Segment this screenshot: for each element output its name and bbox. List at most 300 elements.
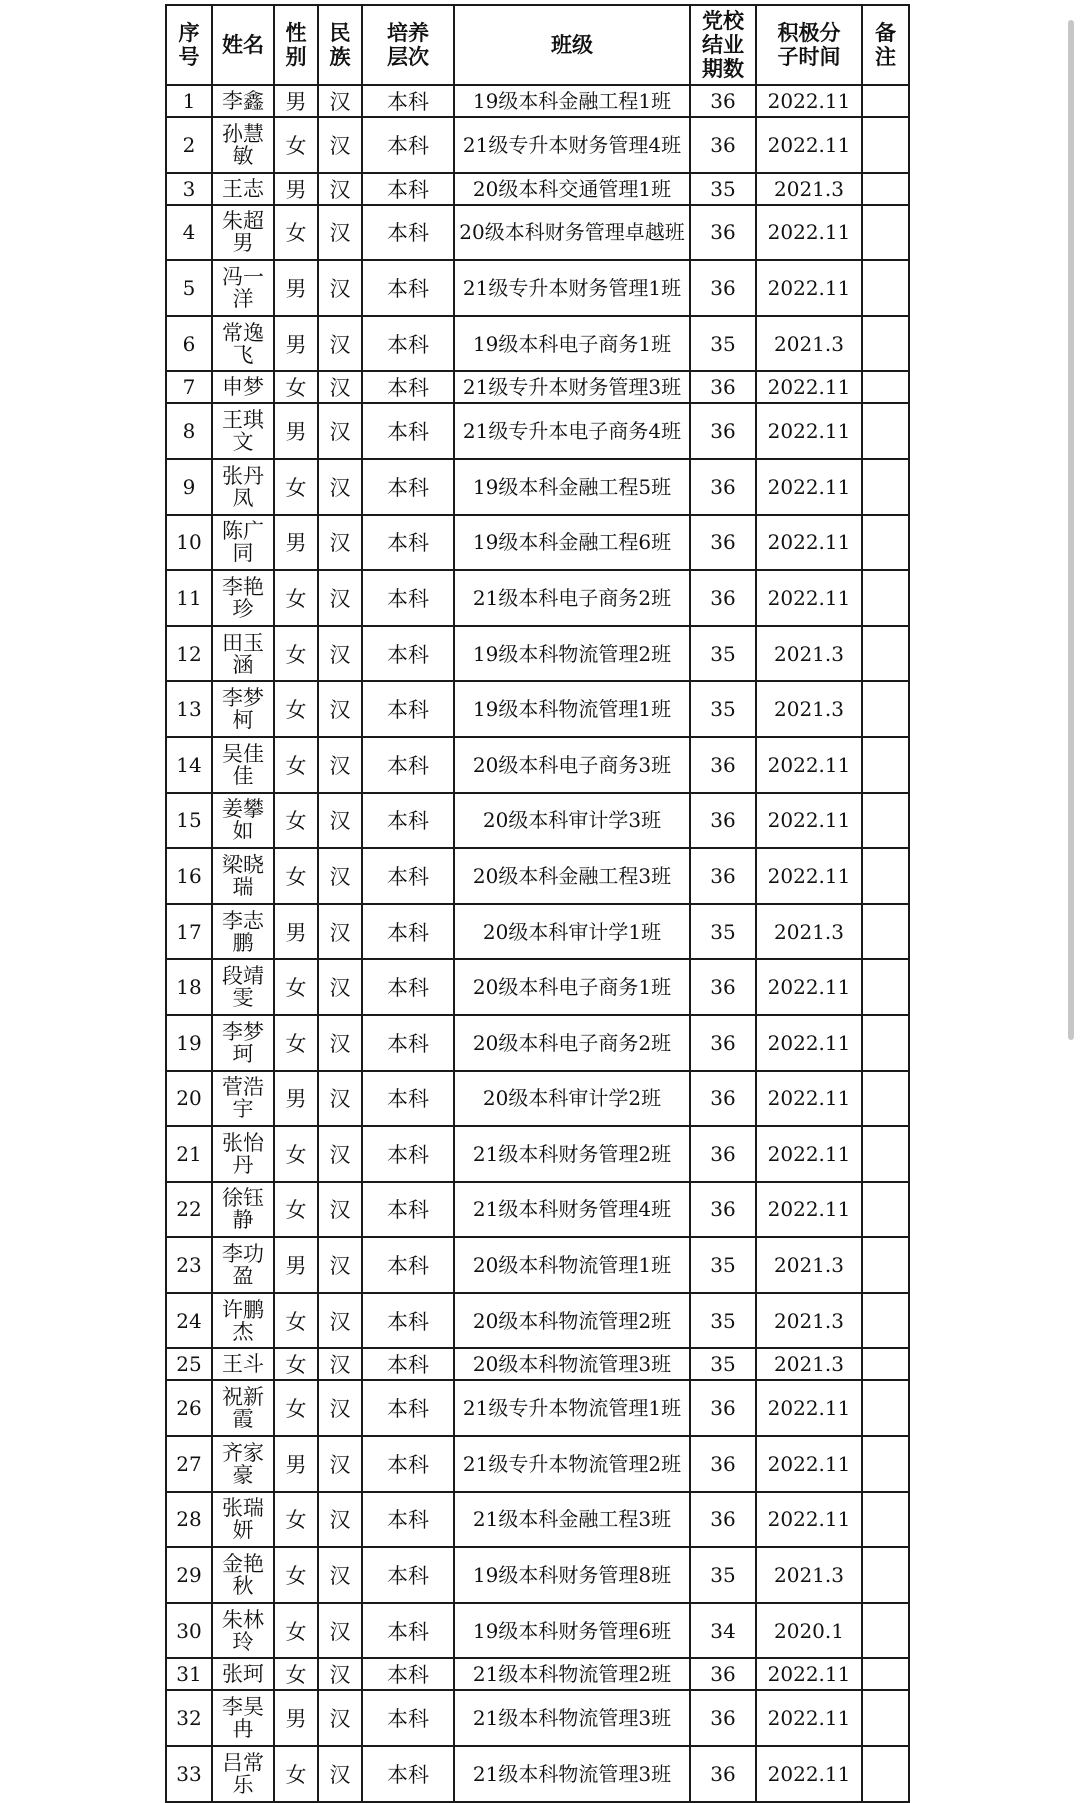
cell-ethnicity: 汉: [318, 959, 362, 1015]
header-time: 积极分子时间: [756, 5, 862, 85]
cell-seq: 5: [166, 260, 212, 316]
cell-note: [862, 626, 909, 682]
cell-time: 2021.3: [756, 1547, 862, 1603]
header-gender: 性别: [274, 5, 318, 85]
cell-note: [862, 515, 909, 571]
cell-time: 2022.11: [756, 1182, 862, 1238]
cell-session: 35: [690, 681, 756, 737]
cell-seq: 18: [166, 959, 212, 1015]
cell-name: 张瑞妍: [212, 1492, 274, 1548]
table-row: [166, 459, 909, 515]
header-row: [166, 5, 909, 85]
cell-gender: 女: [274, 371, 318, 403]
cell-gender: 男: [274, 1237, 318, 1293]
cell-class: 21级本科物流管理3班: [454, 1746, 690, 1802]
cell-class: 21级专升本财务管理1班: [454, 260, 690, 316]
cell-level: 本科: [362, 316, 454, 372]
cell-level: 本科: [362, 626, 454, 682]
cell-ethnicity: 汉: [318, 1293, 362, 1349]
cell-session: 36: [690, 848, 756, 904]
cell-class: 20级本科物流管理2班: [454, 1293, 690, 1349]
cell-seq: 12: [166, 626, 212, 682]
scrollbar[interactable]: [1068, 20, 1074, 1040]
cell-seq: 9: [166, 459, 212, 515]
cell-session: 36: [690, 117, 756, 173]
cell-note: [862, 1547, 909, 1603]
cell-note: [862, 260, 909, 316]
cell-level: 本科: [362, 85, 454, 117]
cell-ethnicity: 汉: [318, 403, 362, 459]
cell-gender: 女: [274, 626, 318, 682]
cell-ethnicity: 汉: [318, 904, 362, 960]
cell-time: 2021.3: [756, 1293, 862, 1349]
cell-name: 王志: [212, 173, 274, 205]
cell-note: [862, 959, 909, 1015]
cell-seq: 16: [166, 848, 212, 904]
cell-note: [862, 1293, 909, 1349]
cell-time: 2022.11: [756, 260, 862, 316]
cell-class: 21级专升本财务管理4班: [454, 117, 690, 173]
cell-note: [862, 1492, 909, 1548]
cell-seq: 20: [166, 1071, 212, 1127]
cell-name: 王琪文: [212, 403, 274, 459]
cell-ethnicity: 汉: [318, 1492, 362, 1548]
cell-name: 张怡丹: [212, 1126, 274, 1182]
cell-seq: 11: [166, 570, 212, 626]
cell-gender: 女: [274, 1746, 318, 1802]
cell-note: [862, 848, 909, 904]
cell-level: 本科: [362, 1237, 454, 1293]
cell-class: 19级本科金融工程6班: [454, 515, 690, 571]
cell-name: 朱超男: [212, 205, 274, 261]
cell-class: 19级本科物流管理1班: [454, 681, 690, 737]
cell-gender: 女: [274, 117, 318, 173]
cell-seq: 1: [166, 85, 212, 117]
member-table: [165, 4, 910, 1803]
table-row: [166, 1071, 909, 1127]
cell-seq: 30: [166, 1603, 212, 1659]
cell-gender: 男: [274, 316, 318, 372]
table-row: [166, 904, 909, 960]
cell-level: 本科: [362, 793, 454, 849]
cell-note: [862, 1436, 909, 1492]
cell-gender: 女: [274, 737, 318, 793]
cell-ethnicity: 汉: [318, 1658, 362, 1690]
table-row: [166, 1746, 909, 1802]
cell-session: 36: [690, 260, 756, 316]
cell-seq: 31: [166, 1658, 212, 1690]
table-row: [166, 1348, 909, 1380]
cell-session: 36: [690, 403, 756, 459]
cell-class: 20级本科审计学1班: [454, 904, 690, 960]
cell-level: 本科: [362, 1293, 454, 1349]
cell-gender: 女: [274, 1293, 318, 1349]
cell-session: 35: [690, 904, 756, 960]
cell-ethnicity: 汉: [318, 173, 362, 205]
cell-level: 本科: [362, 403, 454, 459]
cell-gender: 女: [274, 959, 318, 1015]
cell-session: 36: [690, 1436, 756, 1492]
cell-seq: 17: [166, 904, 212, 960]
cell-note: [862, 1658, 909, 1690]
cell-name: 陈广同: [212, 515, 274, 571]
cell-session: 36: [690, 1380, 756, 1436]
cell-class: 20级本科物流管理1班: [454, 1237, 690, 1293]
cell-ethnicity: 汉: [318, 1746, 362, 1802]
cell-gender: 女: [274, 1492, 318, 1548]
cell-seq: 14: [166, 737, 212, 793]
cell-ethnicity: 汉: [318, 848, 362, 904]
table-row: [166, 570, 909, 626]
cell-session: 35: [690, 1547, 756, 1603]
cell-class: 20级本科电子商务2班: [454, 1015, 690, 1071]
cell-level: 本科: [362, 205, 454, 261]
cell-note: [862, 1015, 909, 1071]
cell-gender: 男: [274, 173, 318, 205]
table-row: [166, 316, 909, 372]
cell-session: 36: [690, 793, 756, 849]
cell-time: 2022.11: [756, 1380, 862, 1436]
table-row: [166, 1380, 909, 1436]
cell-level: 本科: [362, 1746, 454, 1802]
cell-gender: 女: [274, 1603, 318, 1659]
cell-ethnicity: 汉: [318, 459, 362, 515]
cell-class: 20级本科财务管理卓越班: [454, 205, 690, 261]
cell-note: [862, 403, 909, 459]
cell-time: 2022.11: [756, 737, 862, 793]
cell-ethnicity: 汉: [318, 316, 362, 372]
cell-session: 34: [690, 1603, 756, 1659]
cell-seq: 15: [166, 793, 212, 849]
cell-ethnicity: 汉: [318, 1547, 362, 1603]
cell-time: 2020.1: [756, 1603, 862, 1659]
cell-ethnicity: 汉: [318, 515, 362, 571]
cell-note: [862, 1071, 909, 1127]
cell-name: 梁晓瑞: [212, 848, 274, 904]
cell-ethnicity: 汉: [318, 260, 362, 316]
cell-ethnicity: 汉: [318, 1237, 362, 1293]
cell-name: 李功盈: [212, 1237, 274, 1293]
cell-ethnicity: 汉: [318, 681, 362, 737]
cell-class: 19级本科财务管理6班: [454, 1603, 690, 1659]
cell-time: 2021.3: [756, 316, 862, 372]
table-row: [166, 1237, 909, 1293]
cell-gender: 女: [274, 1658, 318, 1690]
cell-name: 孙慧敏: [212, 117, 274, 173]
cell-class: 21级本科金融工程3班: [454, 1492, 690, 1548]
cell-class: 19级本科财务管理8班: [454, 1547, 690, 1603]
cell-level: 本科: [362, 1380, 454, 1436]
cell-level: 本科: [362, 371, 454, 403]
cell-class: 19级本科金融工程1班: [454, 85, 690, 117]
table-row: [166, 1436, 909, 1492]
cell-session: 36: [690, 570, 756, 626]
header-note: 备注: [862, 5, 909, 85]
cell-name: 张珂: [212, 1658, 274, 1690]
cell-session: 35: [690, 626, 756, 682]
table-row: [166, 1015, 909, 1071]
cell-class: 20级本科审计学3班: [454, 793, 690, 849]
cell-level: 本科: [362, 1182, 454, 1238]
cell-class: 21级专升本电子商务4班: [454, 403, 690, 459]
cell-level: 本科: [362, 260, 454, 316]
cell-ethnicity: 汉: [318, 1071, 362, 1127]
cell-level: 本科: [362, 1126, 454, 1182]
table-row: [166, 959, 909, 1015]
cell-note: [862, 1746, 909, 1802]
cell-level: 本科: [362, 1015, 454, 1071]
cell-seq: 23: [166, 1237, 212, 1293]
cell-session: 36: [690, 1746, 756, 1802]
cell-note: [862, 904, 909, 960]
cell-note: [862, 1126, 909, 1182]
cell-level: 本科: [362, 570, 454, 626]
cell-seq: 13: [166, 681, 212, 737]
cell-level: 本科: [362, 173, 454, 205]
cell-time: 2021.3: [756, 626, 862, 682]
cell-level: 本科: [362, 1436, 454, 1492]
cell-ethnicity: 汉: [318, 117, 362, 173]
cell-ethnicity: 汉: [318, 205, 362, 261]
cell-ethnicity: 汉: [318, 85, 362, 117]
cell-note: [862, 117, 909, 173]
cell-time: 2021.3: [756, 1348, 862, 1380]
table-row: [166, 205, 909, 261]
cell-session: 36: [690, 1071, 756, 1127]
table-row: [166, 515, 909, 571]
cell-time: 2022.11: [756, 1126, 862, 1182]
cell-time: 2022.11: [756, 1658, 862, 1690]
cell-class: 20级本科电子商务1班: [454, 959, 690, 1015]
header-class: 班级: [454, 5, 690, 85]
cell-seq: 29: [166, 1547, 212, 1603]
cell-session: 35: [690, 1237, 756, 1293]
cell-session: 36: [690, 1658, 756, 1690]
cell-time: 2022.11: [756, 1690, 862, 1746]
cell-seq: 7: [166, 371, 212, 403]
cell-session: 36: [690, 1015, 756, 1071]
cell-level: 本科: [362, 1348, 454, 1380]
cell-gender: 女: [274, 1015, 318, 1071]
cell-time: 2022.11: [756, 205, 862, 261]
cell-class: 20级本科物流管理3班: [454, 1348, 690, 1380]
cell-seq: 26: [166, 1380, 212, 1436]
cell-level: 本科: [362, 1547, 454, 1603]
cell-level: 本科: [362, 737, 454, 793]
cell-time: 2022.11: [756, 403, 862, 459]
cell-class: 21级本科财务管理2班: [454, 1126, 690, 1182]
table-row: [166, 1547, 909, 1603]
table-row: [166, 1690, 909, 1746]
table-row: [166, 1293, 909, 1349]
cell-ethnicity: 汉: [318, 626, 362, 682]
cell-note: [862, 1603, 909, 1659]
cell-note: [862, 1690, 909, 1746]
cell-note: [862, 1348, 909, 1380]
cell-gender: 男: [274, 85, 318, 117]
cell-time: 2022.11: [756, 1436, 862, 1492]
cell-class: 20级本科审计学2班: [454, 1071, 690, 1127]
cell-session: 36: [690, 737, 756, 793]
cell-note: [862, 1182, 909, 1238]
cell-ethnicity: 汉: [318, 1603, 362, 1659]
cell-session: 36: [690, 1492, 756, 1548]
cell-gender: 女: [274, 1547, 318, 1603]
table-row: [166, 117, 909, 173]
cell-seq: 10: [166, 515, 212, 571]
cell-level: 本科: [362, 117, 454, 173]
cell-gender: 男: [274, 1690, 318, 1746]
cell-seq: 8: [166, 403, 212, 459]
cell-level: 本科: [362, 959, 454, 1015]
cell-time: 2021.3: [756, 681, 862, 737]
cell-gender: 女: [274, 570, 318, 626]
cell-ethnicity: 汉: [318, 570, 362, 626]
cell-class: 20级本科交通管理1班: [454, 173, 690, 205]
cell-session: 36: [690, 459, 756, 515]
cell-name: 祝新霞: [212, 1380, 274, 1436]
cell-time: 2022.11: [756, 1015, 862, 1071]
cell-note: [862, 205, 909, 261]
cell-session: 36: [690, 371, 756, 403]
cell-class: 21级专升本物流管理1班: [454, 1380, 690, 1436]
cell-seq: 32: [166, 1690, 212, 1746]
cell-class: 21级本科财务管理4班: [454, 1182, 690, 1238]
cell-class: 20级本科电子商务3班: [454, 737, 690, 793]
cell-seq: 4: [166, 205, 212, 261]
cell-gender: 女: [274, 205, 318, 261]
cell-session: 36: [690, 1690, 756, 1746]
cell-name: 许鹏杰: [212, 1293, 274, 1349]
table-row: [166, 173, 909, 205]
cell-time: 2022.11: [756, 117, 862, 173]
table-row: [166, 1658, 909, 1690]
cell-time: 2022.11: [756, 570, 862, 626]
cell-gender: 女: [274, 1182, 318, 1238]
cell-note: [862, 459, 909, 515]
header-ethnicity: 民族: [318, 5, 362, 85]
cell-note: [862, 681, 909, 737]
cell-time: 2022.11: [756, 515, 862, 571]
cell-gender: 男: [274, 403, 318, 459]
cell-name: 齐家豪: [212, 1436, 274, 1492]
cell-class: 21级本科电子商务2班: [454, 570, 690, 626]
cell-class: 21级专升本财务管理3班: [454, 371, 690, 403]
cell-seq: 6: [166, 316, 212, 372]
cell-class: 19级本科物流管理2班: [454, 626, 690, 682]
cell-class: 21级本科物流管理3班: [454, 1690, 690, 1746]
cell-class: 19级本科金融工程5班: [454, 459, 690, 515]
cell-gender: 男: [274, 1436, 318, 1492]
cell-name: 冯一洋: [212, 260, 274, 316]
cell-seq: 22: [166, 1182, 212, 1238]
cell-note: [862, 737, 909, 793]
cell-level: 本科: [362, 459, 454, 515]
cell-time: 2022.11: [756, 1746, 862, 1802]
cell-seq: 24: [166, 1293, 212, 1349]
table-row: [166, 1126, 909, 1182]
cell-time: 2022.11: [756, 848, 862, 904]
cell-session: 35: [690, 1293, 756, 1349]
cell-time: 2022.11: [756, 85, 862, 117]
cell-gender: 女: [274, 681, 318, 737]
cell-seq: 21: [166, 1126, 212, 1182]
cell-level: 本科: [362, 681, 454, 737]
cell-name: 朱林玲: [212, 1603, 274, 1659]
cell-gender: 男: [274, 260, 318, 316]
cell-seq: 2: [166, 117, 212, 173]
cell-seq: 3: [166, 173, 212, 205]
cell-class: 19级本科电子商务1班: [454, 316, 690, 372]
cell-note: [862, 570, 909, 626]
cell-seq: 33: [166, 1746, 212, 1802]
cell-session: 36: [690, 515, 756, 571]
cell-name: 李梦珂: [212, 1015, 274, 1071]
cell-time: 2021.3: [756, 173, 862, 205]
table-row: [166, 260, 909, 316]
cell-level: 本科: [362, 515, 454, 571]
cell-class: 21级专升本物流管理2班: [454, 1436, 690, 1492]
cell-name: 徐钰静: [212, 1182, 274, 1238]
table-row: [166, 85, 909, 117]
cell-class: 21级本科物流管理2班: [454, 1658, 690, 1690]
cell-class: 20级本科金融工程3班: [454, 848, 690, 904]
cell-name: 吕常乐: [212, 1746, 274, 1802]
header-session: 党校结业期数: [690, 5, 756, 85]
table-row: [166, 793, 909, 849]
cell-time: 2022.11: [756, 959, 862, 1015]
cell-note: [862, 173, 909, 205]
cell-name: 常逸飞: [212, 316, 274, 372]
cell-level: 本科: [362, 1690, 454, 1746]
cell-gender: 女: [274, 459, 318, 515]
header-level: 培养层次: [362, 5, 454, 85]
table-row: [166, 1182, 909, 1238]
cell-session: 35: [690, 316, 756, 372]
cell-session: 36: [690, 959, 756, 1015]
cell-gender: 男: [274, 904, 318, 960]
cell-seq: 19: [166, 1015, 212, 1071]
cell-name: 田玉涵: [212, 626, 274, 682]
cell-gender: 女: [274, 793, 318, 849]
cell-ethnicity: 汉: [318, 371, 362, 403]
cell-name: 李梦柯: [212, 681, 274, 737]
cell-ethnicity: 汉: [318, 1436, 362, 1492]
cell-ethnicity: 汉: [318, 1380, 362, 1436]
cell-note: [862, 1380, 909, 1436]
cell-session: 36: [690, 1126, 756, 1182]
cell-seq: 28: [166, 1492, 212, 1548]
cell-ethnicity: 汉: [318, 1182, 362, 1238]
member-table-container: [165, 4, 910, 1803]
cell-name: 李昊冉: [212, 1690, 274, 1746]
header-name: 姓名: [212, 5, 274, 85]
table-body: [166, 85, 909, 1802]
cell-seq: 25: [166, 1348, 212, 1380]
cell-level: 本科: [362, 1658, 454, 1690]
cell-time: 2021.3: [756, 904, 862, 960]
cell-time: 2022.11: [756, 1492, 862, 1548]
table-row: [166, 1603, 909, 1659]
cell-level: 本科: [362, 1603, 454, 1659]
cell-name: 王斗: [212, 1348, 274, 1380]
table-row: [166, 1492, 909, 1548]
cell-level: 本科: [362, 1492, 454, 1548]
cell-gender: 男: [274, 515, 318, 571]
cell-level: 本科: [362, 1071, 454, 1127]
table-row: [166, 626, 909, 682]
cell-gender: 女: [274, 1348, 318, 1380]
